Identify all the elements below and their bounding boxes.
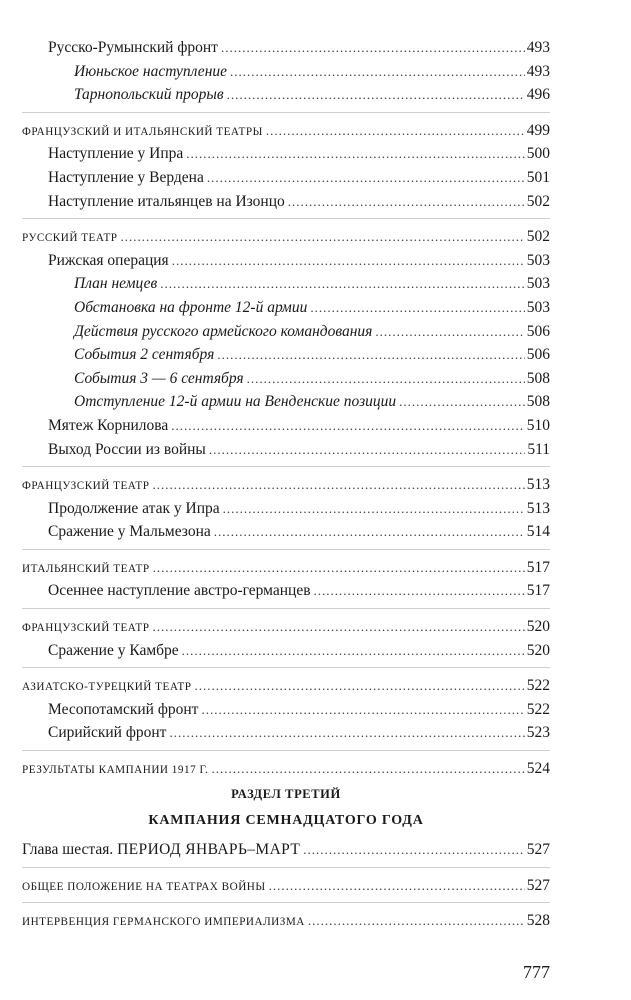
dot-leader	[182, 639, 525, 663]
toc-entry	[22, 390, 550, 414]
dot-leader	[375, 320, 524, 344]
section-divider	[22, 667, 550, 670]
section-divider	[22, 466, 550, 469]
toc-entry-title: Июньское наступление	[74, 62, 228, 80]
toc-entry-page: 528	[526, 912, 550, 930]
toc-entry	[22, 556, 550, 580]
section-divider	[22, 218, 550, 221]
table-of-contents-continued	[22, 838, 550, 933]
section-divider	[22, 867, 550, 870]
section-divider	[22, 608, 550, 611]
toc-entry-title: ФРАНЦУЗСКИЙ И ИТАЛЬЯНСКИЙ ТЕАТРЫ	[22, 125, 263, 138]
toc-entry-title: Продолжение атак у Ипра	[48, 499, 220, 517]
section-title: КАМПАНИЯ СЕМНАДЦАТОГО ГОДА	[148, 813, 424, 828]
dot-leader	[221, 36, 525, 60]
toc-entry	[22, 249, 550, 273]
toc-entry-title: События 2 сентября	[74, 346, 215, 364]
dot-leader	[303, 838, 524, 862]
toc-entry-page: 503	[526, 251, 550, 269]
toc-entry-page: 524	[526, 760, 550, 778]
toc-entry-page: 514	[526, 523, 550, 541]
toc-entry-title: События 3 — 6 сентября	[74, 369, 244, 387]
dot-leader	[227, 83, 525, 107]
toc-entry-title: ИТАЛЬЯНСКИЙ ТЕАТР	[22, 562, 150, 575]
toc-entry	[22, 438, 550, 462]
toc-entry	[22, 473, 550, 497]
toc-entry-page: 506	[526, 346, 550, 364]
toc-entry	[22, 909, 550, 933]
toc-entry-page: 517	[526, 582, 550, 600]
dot-leader	[269, 874, 525, 898]
dot-leader	[217, 343, 524, 367]
toc-entry-title: Действия русского армейского командования	[74, 322, 373, 340]
toc-entry-title: Русско-Румынский фронт	[48, 39, 218, 56]
toc-entry-page: 500	[526, 145, 550, 163]
toc-entry	[22, 272, 550, 296]
toc-entry-title: РУССКИЙ ТЕАТР	[22, 232, 118, 245]
toc-entry-page: 499	[526, 121, 550, 139]
dot-leader	[266, 119, 525, 143]
dot-leader	[172, 249, 525, 273]
dot-leader	[171, 414, 524, 438]
page-number: 777	[523, 962, 550, 982]
toc-entry-title: АЗИАТСКО-ТУРЕЦКИЙ ТЕАТР	[22, 681, 192, 694]
toc-entry-title: РЕЗУЛЬТАТЫ КАМПАНИИ 1917 Г.	[22, 764, 209, 777]
toc-entry-title: ФРАНЦУЗСКИЙ ТЕАТР	[22, 480, 150, 493]
toc-entry-title: План немцев	[74, 275, 158, 293]
toc-entry-page: 527	[526, 876, 550, 894]
toc-entry-page: 508	[526, 393, 550, 411]
dot-leader	[195, 674, 525, 698]
dot-leader	[201, 698, 524, 722]
toc-entry-title: Наступление у Ипра	[48, 145, 184, 163]
toc-entry-title: Наступление у Вердена	[48, 168, 204, 186]
toc-entry-page: 502	[526, 228, 550, 246]
toc-entry-page: 510	[526, 416, 550, 434]
section-divider	[22, 549, 550, 552]
toc-entry	[22, 296, 550, 320]
toc-entry-title: Сражение у Камбре	[48, 641, 179, 659]
dot-leader	[169, 721, 524, 745]
toc-entry	[22, 838, 550, 862]
dot-leader	[230, 60, 525, 84]
toc-entry-page: 501	[526, 168, 550, 186]
toc-entry-page: 523	[526, 724, 550, 742]
toc-entry-page: 511	[527, 440, 550, 458]
toc-entry-title: Сражение у Мальмезона	[48, 523, 211, 541]
dot-leader	[121, 225, 525, 249]
toc-entry-page: 522	[526, 700, 550, 718]
toc-entry-title: Выход России из войны	[48, 440, 206, 458]
section-divider	[22, 750, 550, 753]
toc-entry-page: 522	[526, 677, 550, 695]
toc-entry-page: 520	[526, 641, 550, 659]
dot-leader	[152, 615, 524, 639]
dot-leader	[160, 272, 524, 296]
table-of-contents	[22, 36, 550, 781]
toc-entry	[22, 225, 550, 249]
toc-entry-page: 513	[526, 499, 550, 517]
toc-entry	[22, 190, 550, 214]
toc-entry-page: 506	[526, 322, 550, 340]
toc-entry	[22, 367, 550, 391]
toc-entry	[22, 36, 550, 60]
dot-leader	[207, 166, 525, 190]
toc-entry-title: Рижская операция	[48, 251, 169, 269]
dot-leader	[186, 142, 524, 166]
toc-entry	[22, 119, 550, 143]
toc-entry-page: 527	[526, 841, 550, 858]
dot-leader	[288, 190, 525, 214]
toc-entry-title: Осеннее наступление австро-германцев	[48, 582, 311, 600]
toc-entry	[22, 166, 550, 190]
toc-entry	[22, 414, 550, 438]
toc-entry-page: 496	[526, 86, 550, 104]
dot-leader	[247, 367, 525, 391]
toc-entry	[22, 615, 550, 639]
dot-leader	[153, 556, 525, 580]
toc-entry	[22, 674, 550, 698]
toc-entry-title: Наступление итальянцев на Изонцо	[48, 192, 285, 210]
toc-entry	[22, 320, 550, 344]
toc-entry-page: 520	[526, 618, 550, 636]
toc-entry-title: Мятеж Корнилова	[48, 416, 169, 434]
chapter-title: ПЕРИОД ЯНВАРЬ–МАРТ	[117, 841, 301, 858]
dot-leader	[223, 497, 525, 521]
toc-entry	[22, 721, 550, 745]
toc-entry-page: 517	[526, 558, 550, 576]
toc-entry-title: ФРАНЦУЗСКИЙ ТЕАТР	[22, 622, 150, 635]
toc-entry-page: 493	[526, 39, 550, 56]
dot-leader	[214, 520, 525, 544]
toc-entry-title	[22, 838, 300, 862]
toc-entry	[22, 874, 550, 898]
dot-leader	[310, 296, 524, 320]
dot-leader	[209, 438, 525, 462]
toc-entry	[22, 579, 550, 603]
section-divider	[22, 112, 550, 115]
dot-leader	[211, 757, 524, 781]
toc-entry	[22, 639, 550, 663]
toc-entry	[22, 497, 550, 521]
toc-entry-title: Отступление 12-й армии на Венденские позиции	[74, 393, 397, 411]
toc-entry-page: 508	[526, 369, 550, 387]
toc-entry-title: ОБЩЕЕ ПОЛОЖЕНИЕ НА ТЕАТРАХ ВОЙНЫ	[22, 880, 266, 893]
toc-entry-title: Сирийский фронт	[48, 724, 167, 742]
toc-entry	[22, 757, 550, 781]
toc-entry	[22, 698, 550, 722]
toc-entry-title: Обстановка на фронте 12-й армии	[74, 298, 308, 316]
dot-leader	[314, 579, 525, 603]
toc-entry-title: Тарнопольский прорыв	[74, 86, 224, 104]
toc-entry-title: Месопотамский фронт	[48, 700, 199, 718]
section-label: РАЗДЕЛ ТРЕТИЙ	[231, 787, 341, 801]
toc-entry-page: 493	[526, 62, 550, 80]
toc-entry	[22, 142, 550, 166]
toc-entry	[22, 520, 550, 544]
toc-entry	[22, 83, 550, 107]
toc-entry	[22, 343, 550, 367]
dot-leader	[399, 390, 525, 414]
toc-entry-title: ИНТЕРВЕНЦИЯ ГЕРМАНСКОГО ИМПЕРИАЛИЗМА	[22, 916, 305, 929]
toc-entry	[22, 60, 550, 84]
toc-entry-page: 502	[526, 192, 550, 210]
toc-entry-page: 503	[526, 298, 550, 316]
chapter-number: Глава шестая.	[22, 841, 118, 858]
toc-entry-page: 503	[526, 275, 550, 293]
dot-leader	[152, 473, 524, 497]
toc-entry-page: 513	[526, 476, 550, 494]
dot-leader	[308, 909, 525, 933]
section-divider	[22, 902, 550, 905]
